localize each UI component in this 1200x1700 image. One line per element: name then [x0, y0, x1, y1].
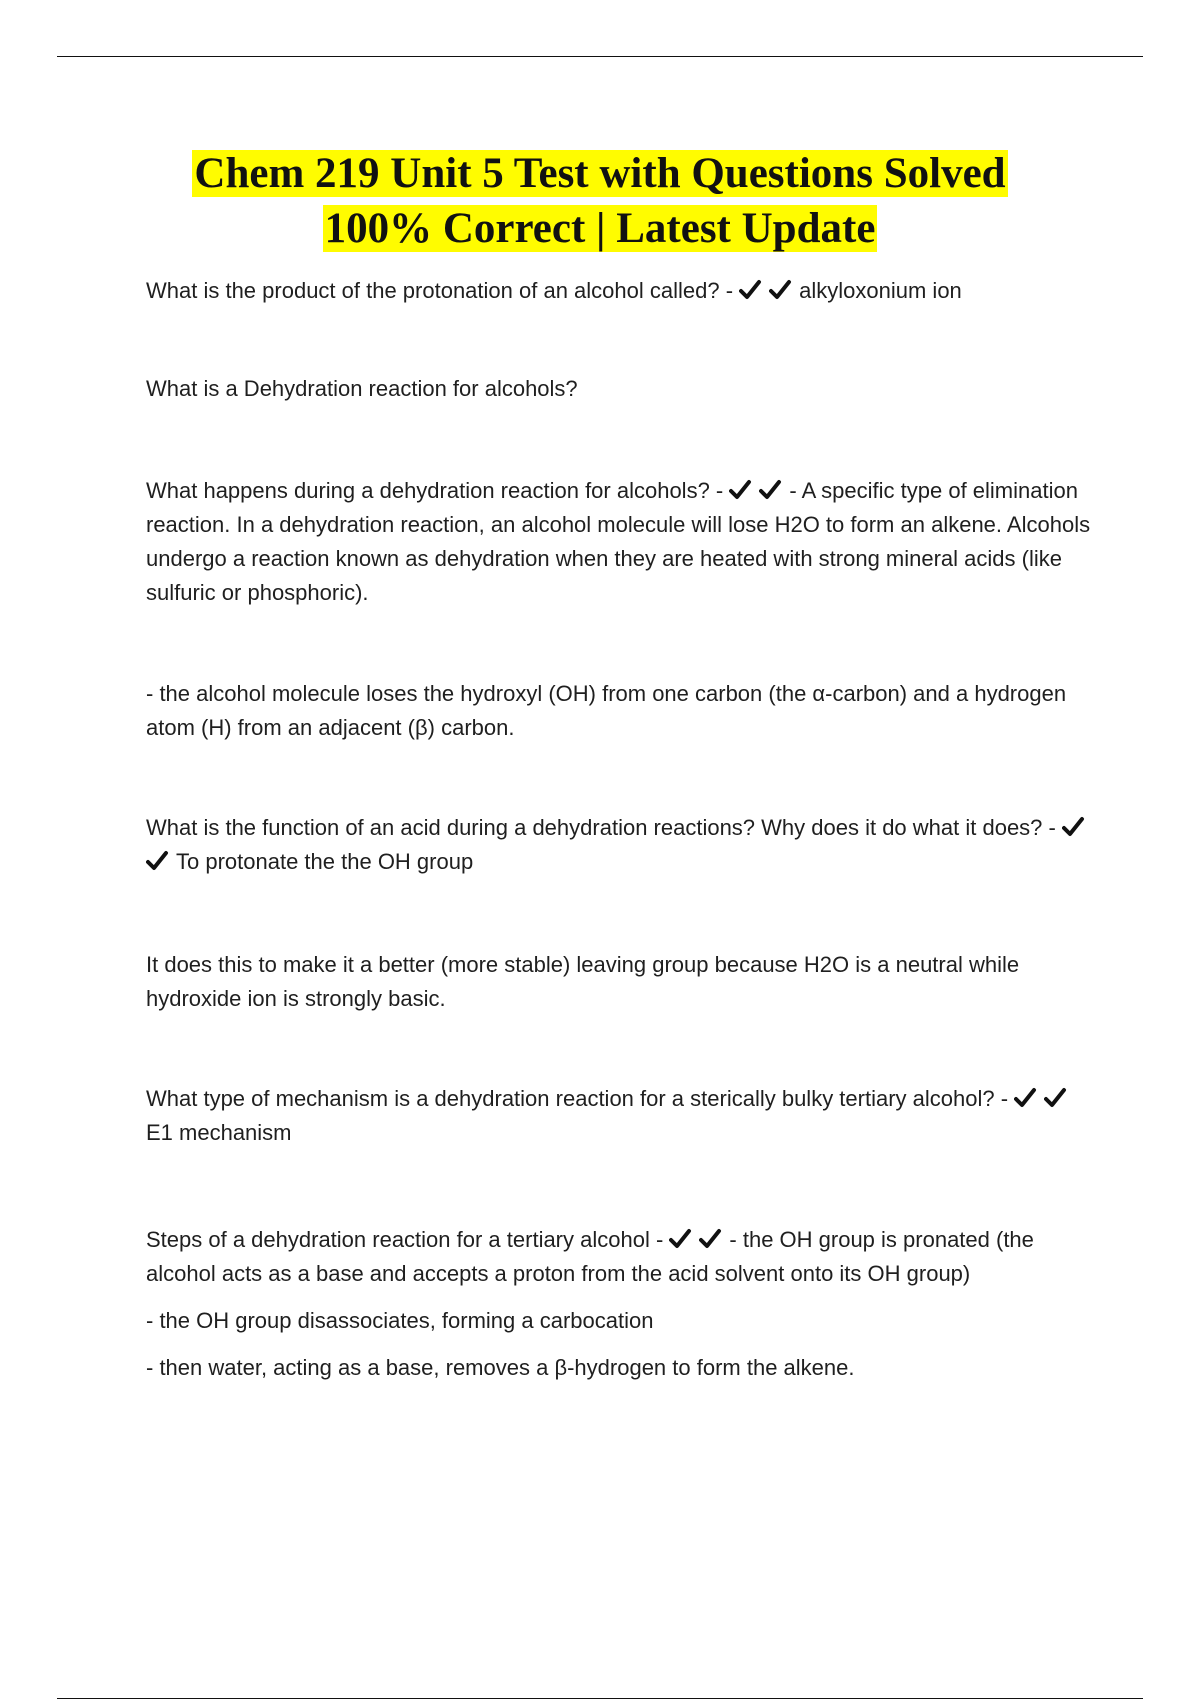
qa-list — [146, 274, 1096, 1385]
check-icon — [699, 1228, 727, 1250]
question-text: What is a Dehydration reaction for alcohols? — [146, 376, 578, 401]
check-icon — [1062, 816, 1090, 838]
separator: - — [709, 478, 730, 503]
qa-item-4-extra: It does this to make it a better (more stable) leaving group because H2O is a neutral while hydroxide ion is strongly basic. — [146, 952, 1020, 1011]
question-text: Steps of a dehydration reaction for a tertiary alcohol — [146, 1227, 650, 1252]
answer-text: To protonate the the OH group — [176, 849, 474, 874]
qa-item-5 — [146, 1082, 1096, 1150]
check-icon — [669, 1228, 697, 1250]
separator: - — [994, 1086, 1015, 1111]
question-text: What type of mechanism is a dehydration reaction for a sterically bulky tertiary alcohol? — [146, 1086, 995, 1111]
question-text: What is the product of the protonation of an alcohol called? — [146, 278, 720, 303]
qa-item-6-step-2: - the OH group disassociates, forming a carbocation — [146, 1308, 654, 1333]
title-line-1: Chem 219 Unit 5 Test with Questions Solved — [194, 150, 1006, 197]
check-icon — [146, 850, 174, 872]
answer-text: E1 mechanism — [146, 1120, 292, 1145]
qa-item-4 — [146, 811, 1096, 879]
title-line-2: 100% Correct | Latest Update — [324, 205, 876, 252]
answer-text: alkyloxonium ion — [799, 278, 962, 303]
qa-item-3 — [146, 474, 1096, 610]
check-icon — [1044, 1087, 1072, 1109]
check-icon — [729, 479, 757, 501]
answer-text: - the OH group is pronated (the alcohol acts as a base and accepts a proton from the acid solvent onto its OH group) — [146, 1227, 1034, 1286]
bottom-rule — [57, 1698, 1143, 1699]
separator: - — [719, 278, 740, 303]
check-icon — [769, 279, 797, 301]
top-rule — [57, 56, 1143, 57]
question-text: What is the function of an acid during a dehydration reactions? Why does it do what it does? — [146, 815, 1043, 840]
qa-item-3-extra: - the alcohol molecule loses the hydroxyl (OH) from one carbon (the α-carbon) and a hydrogen atom (H) from an adjacent (β) carbon. — [146, 681, 1067, 740]
check-icon — [739, 279, 767, 301]
qa-item-6-step-3: - then water, acting as a base, removes a β-hydrogen to form the alkene. — [146, 1355, 855, 1380]
qa-item-1 — [146, 274, 1096, 308]
answer-text: - A specific type of elimination reaction. In a dehydration reaction, an alcohol molecule will lose H2O to form an alkene. Alcohols undergo a reaction known as dehydration when they are heated with strong mineral acids (like sulfuric or phosphoric). — [146, 478, 1091, 605]
qa-item-2 — [146, 372, 1096, 406]
check-icon — [1014, 1087, 1042, 1109]
question-text: What happens during a dehydration reaction for alcohols? — [146, 478, 710, 503]
check-icon — [759, 479, 787, 501]
separator: - — [649, 1227, 670, 1252]
document-title — [0, 146, 1200, 256]
qa-item-6 — [146, 1223, 1096, 1291]
separator: - — [1042, 815, 1062, 840]
